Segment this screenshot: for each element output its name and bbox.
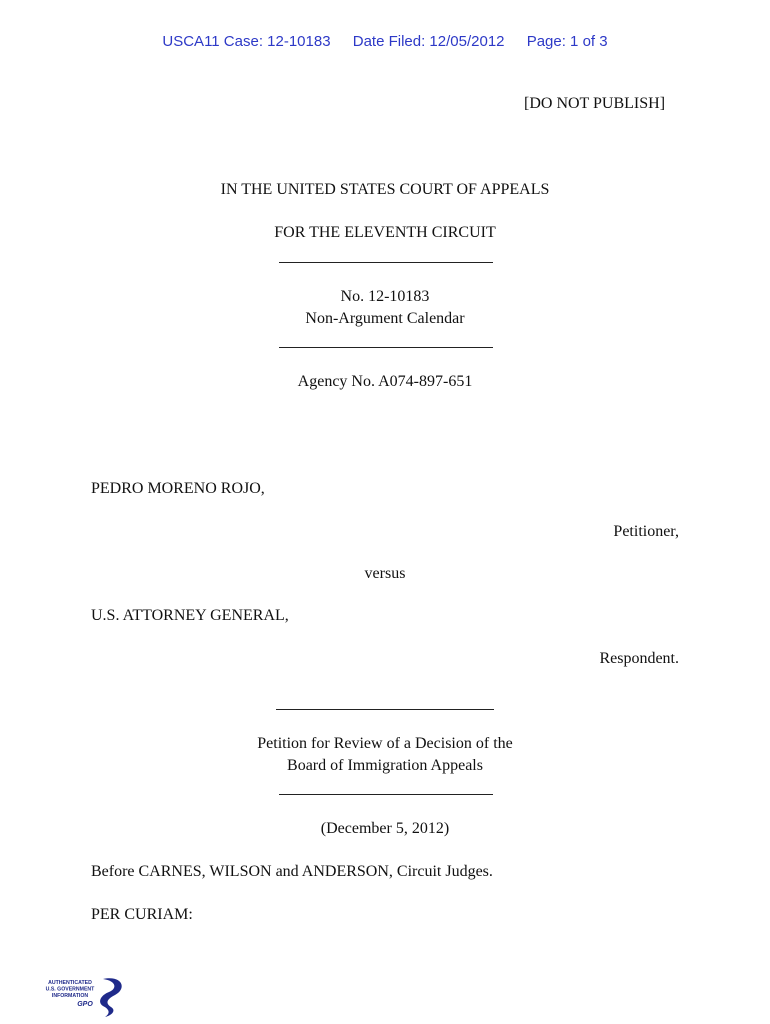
divider xyxy=(279,794,493,795)
per-curiam-label: PER CURIAM: xyxy=(91,906,193,923)
page-number-header: Page: 1 of 3 xyxy=(526,33,608,50)
versus-label: versus xyxy=(364,565,406,582)
agency-number: Agency No. A074-897-651 xyxy=(297,373,473,390)
filing-header xyxy=(0,33,770,50)
petitioner-role: Petitioner, xyxy=(613,523,679,540)
respondent-name: U.S. ATTORNEY GENERAL, xyxy=(91,607,289,624)
date-filed-header: Date Filed: 12/05/2012 xyxy=(352,33,505,50)
case-number: No. 12-10183 xyxy=(340,288,430,305)
case-number-header: USCA11 Case: 12-10183 xyxy=(162,33,331,50)
divider xyxy=(279,347,493,348)
eagle-highlight-icon xyxy=(101,982,110,989)
panel-judges: Before CARNES, WILSON and ANDERSON, Circuit Judges. xyxy=(91,863,493,880)
divider xyxy=(276,709,494,710)
publish-note: [DO NOT PUBLISH] xyxy=(524,95,666,112)
petition-board: Board of Immigration Appeals xyxy=(287,757,483,774)
circuit-name: FOR THE ELEVENTH CIRCUIT xyxy=(274,224,496,241)
gpo-authenticated-logo xyxy=(45,973,129,1019)
logo-line-2: U.S. GOVERNMENT xyxy=(45,986,95,993)
logo-line-1: AUTHENTICATED xyxy=(48,980,92,986)
petitioner-name: PEDRO MORENO ROJO, xyxy=(91,480,265,497)
divider xyxy=(279,262,493,263)
logo-brand: GPO xyxy=(77,1001,93,1008)
respondent-role: Respondent. xyxy=(599,650,679,667)
court-name: IN THE UNITED STATES COURT OF APPEALS xyxy=(220,181,550,198)
calendar-type: Non-Argument Calendar xyxy=(305,310,465,327)
decision-date: (December 5, 2012) xyxy=(320,820,450,837)
petition-description: Petition for Review of a Decision of the xyxy=(257,735,513,752)
logo-line-3: INFORMATION xyxy=(51,993,89,999)
